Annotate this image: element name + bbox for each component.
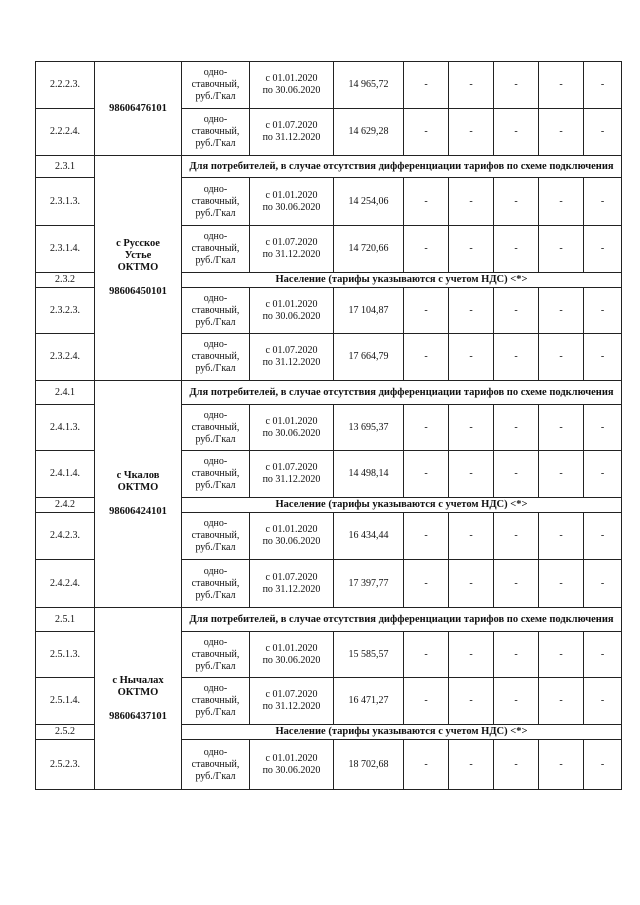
tariff-type: одно- ставочный, руб./Гкал [182, 109, 250, 156]
empty-tariff-cell: - [494, 740, 539, 790]
consumer-group-header: Население (тарифы указываются с учетом НДС) <*> [182, 498, 622, 513]
empty-tariff-cell: - [539, 109, 584, 156]
empty-tariff-cell: - [404, 226, 449, 273]
tariff-type: одно- ставочный, руб./Гкал [182, 62, 250, 109]
empty-tariff-cell: - [449, 451, 494, 498]
empty-tariff-cell: - [449, 178, 494, 226]
empty-tariff-cell: - [449, 109, 494, 156]
tariff-period: с 01.07.2020 по 31.12.2020 [250, 451, 334, 498]
empty-tariff-cell: - [404, 451, 449, 498]
tariff-type: одно- ставочный, руб./Гкал [182, 226, 250, 273]
empty-tariff-cell: - [539, 226, 584, 273]
empty-tariff-cell: - [494, 288, 539, 334]
empty-tariff-cell: - [494, 405, 539, 451]
empty-tariff-cell: - [449, 740, 494, 790]
tariff-table-body [36, 62, 622, 790]
empty-tariff-cell: - [584, 632, 622, 678]
row-number: 2.3.1 [36, 156, 95, 178]
empty-tariff-cell: - [404, 560, 449, 608]
row-number: 2.2.2.3. [36, 62, 95, 109]
empty-tariff-cell: - [494, 451, 539, 498]
row-number: 2.4.2.3. [36, 513, 95, 560]
row-number: 2.3.2.4. [36, 334, 95, 381]
tariff-type: одно- ставочный, руб./Гкал [182, 334, 250, 381]
empty-tariff-cell: - [494, 109, 539, 156]
empty-tariff-cell: - [539, 513, 584, 560]
empty-tariff-cell: - [584, 109, 622, 156]
row-number: 2.2.2.4. [36, 109, 95, 156]
empty-tariff-cell: - [404, 62, 449, 109]
empty-tariff-cell: - [494, 560, 539, 608]
tariff-value: 17 104,87 [334, 288, 404, 334]
tariff-type: одно- ставочный, руб./Гкал [182, 178, 250, 226]
row-number: 2.3.2 [36, 273, 95, 288]
empty-tariff-cell: - [404, 513, 449, 560]
row-number: 2.5.2.3. [36, 740, 95, 790]
empty-tariff-cell: - [539, 178, 584, 226]
tariff-period: с 01.07.2020 по 31.12.2020 [250, 226, 334, 273]
section-header-row [36, 381, 622, 405]
row-number: 2.3.2.3. [36, 288, 95, 334]
empty-tariff-cell: - [539, 62, 584, 109]
tariff-value: 14 629,28 [334, 109, 404, 156]
tariff-period: с 01.01.2020 по 30.06.2020 [250, 288, 334, 334]
tariff-type: одно- ставочный, руб./Гкал [182, 632, 250, 678]
empty-tariff-cell: - [404, 178, 449, 226]
empty-tariff-cell: - [404, 632, 449, 678]
empty-tariff-cell: - [449, 678, 494, 725]
empty-tariff-cell: - [449, 62, 494, 109]
tariff-type: одно- ставочный, руб./Гкал [182, 513, 250, 560]
tariff-value: 15 585,57 [334, 632, 404, 678]
row-number: 2.3.1.3. [36, 178, 95, 226]
tariff-value: 17 397,77 [334, 560, 404, 608]
empty-tariff-cell: - [539, 405, 584, 451]
empty-tariff-cell: - [404, 109, 449, 156]
tariff-value: 13 695,37 [334, 405, 404, 451]
row-number: 2.5.1.3. [36, 632, 95, 678]
empty-tariff-cell: - [449, 513, 494, 560]
row-number: 2.3.1.4. [36, 226, 95, 273]
empty-tariff-cell: - [584, 740, 622, 790]
tariff-value: 14 965,72 [334, 62, 404, 109]
tariff-period: с 01.01.2020 по 30.06.2020 [250, 62, 334, 109]
row-number: 2.5.1.4. [36, 678, 95, 725]
consumer-group-header: Население (тарифы указываются с учетом НДС) <*> [182, 725, 622, 740]
settlement-oktmo-cell: с Чкалов ОКТМО 98606424101 [95, 381, 182, 608]
tariff-type: одно- ставочный, руб./Гкал [182, 451, 250, 498]
tariff-period: с 01.07.2020 по 31.12.2020 [250, 678, 334, 725]
tariff-period: с 01.01.2020 по 30.06.2020 [250, 405, 334, 451]
tariff-value: 16 434,44 [334, 513, 404, 560]
tariff-period: с 01.07.2020 по 31.12.2020 [250, 560, 334, 608]
consumer-group-header: Для потребителей, в случае отсутствия дифференциации тарифов по схеме подключения [182, 156, 622, 178]
row-number: 2.4.1.4. [36, 451, 95, 498]
empty-tariff-cell: - [539, 740, 584, 790]
tariff-type: одно- ставочный, руб./Гкал [182, 560, 250, 608]
tariff-table [35, 61, 622, 790]
empty-tariff-cell: - [494, 62, 539, 109]
row-number: 2.5.2 [36, 725, 95, 740]
empty-tariff-cell: - [584, 451, 622, 498]
table-row [36, 62, 622, 109]
empty-tariff-cell: - [494, 334, 539, 381]
tariff-type: одно- ставочный, руб./Гкал [182, 740, 250, 790]
row-number: 2.4.1 [36, 381, 95, 405]
empty-tariff-cell: - [494, 178, 539, 226]
empty-tariff-cell: - [584, 513, 622, 560]
row-number: 2.4.2.4. [36, 560, 95, 608]
tariff-period: с 01.01.2020 по 30.06.2020 [250, 740, 334, 790]
empty-tariff-cell: - [584, 405, 622, 451]
section-header-row [36, 608, 622, 632]
empty-tariff-cell: - [449, 405, 494, 451]
empty-tariff-cell: - [584, 178, 622, 226]
empty-tariff-cell: - [584, 62, 622, 109]
tariff-type: одно- ставочный, руб./Гкал [182, 405, 250, 451]
settlement-oktmo-cell: 98606476101 [95, 62, 182, 156]
empty-tariff-cell: - [449, 334, 494, 381]
row-number: 2.4.1.3. [36, 405, 95, 451]
empty-tariff-cell: - [494, 678, 539, 725]
tariff-period: с 01.07.2020 по 31.12.2020 [250, 109, 334, 156]
tariff-value: 14 498,14 [334, 451, 404, 498]
tariff-value: 14 254,06 [334, 178, 404, 226]
tariff-value: 17 664,79 [334, 334, 404, 381]
empty-tariff-cell: - [584, 288, 622, 334]
empty-tariff-cell: - [449, 560, 494, 608]
tariff-period: с 01.01.2020 по 30.06.2020 [250, 632, 334, 678]
empty-tariff-cell: - [404, 334, 449, 381]
empty-tariff-cell: - [404, 678, 449, 725]
tariff-type: одно- ставочный, руб./Гкал [182, 678, 250, 725]
empty-tariff-cell: - [584, 226, 622, 273]
empty-tariff-cell: - [449, 632, 494, 678]
consumer-group-header: Население (тарифы указываются с учетом НДС) <*> [182, 273, 622, 288]
empty-tariff-cell: - [494, 632, 539, 678]
settlement-oktmo-cell: с Русское Устье ОКТМО 98606450101 [95, 156, 182, 381]
tariff-value: 14 720,66 [334, 226, 404, 273]
empty-tariff-cell: - [539, 632, 584, 678]
empty-tariff-cell: - [584, 678, 622, 725]
tariff-value: 16 471,27 [334, 678, 404, 725]
tariff-period: с 01.01.2020 по 30.06.2020 [250, 178, 334, 226]
row-number: 2.5.1 [36, 608, 95, 632]
empty-tariff-cell: - [539, 334, 584, 381]
empty-tariff-cell: - [539, 288, 584, 334]
empty-tariff-cell: - [449, 226, 494, 273]
empty-tariff-cell: - [584, 560, 622, 608]
empty-tariff-cell: - [494, 226, 539, 273]
empty-tariff-cell: - [404, 740, 449, 790]
consumer-group-header: Для потребителей, в случае отсутствия дифференциации тарифов по схеме подключения [182, 608, 622, 632]
tariff-period: с 01.07.2020 по 31.12.2020 [250, 334, 334, 381]
empty-tariff-cell: - [539, 560, 584, 608]
empty-tariff-cell: - [584, 334, 622, 381]
empty-tariff-cell: - [494, 513, 539, 560]
tariff-value: 18 702,68 [334, 740, 404, 790]
empty-tariff-cell: - [539, 451, 584, 498]
empty-tariff-cell: - [404, 288, 449, 334]
consumer-group-header: Для потребителей, в случае отсутствия дифференциации тарифов по схеме подключения [182, 381, 622, 405]
settlement-oktmo-cell: с Нычалах ОКТМО 98606437101 [95, 608, 182, 790]
tariff-period: с 01.01.2020 по 30.06.2020 [250, 513, 334, 560]
section-header-row [36, 156, 622, 178]
row-number: 2.4.2 [36, 498, 95, 513]
empty-tariff-cell: - [539, 678, 584, 725]
tariff-type: одно- ставочный, руб./Гкал [182, 288, 250, 334]
empty-tariff-cell: - [404, 405, 449, 451]
empty-tariff-cell: - [449, 288, 494, 334]
